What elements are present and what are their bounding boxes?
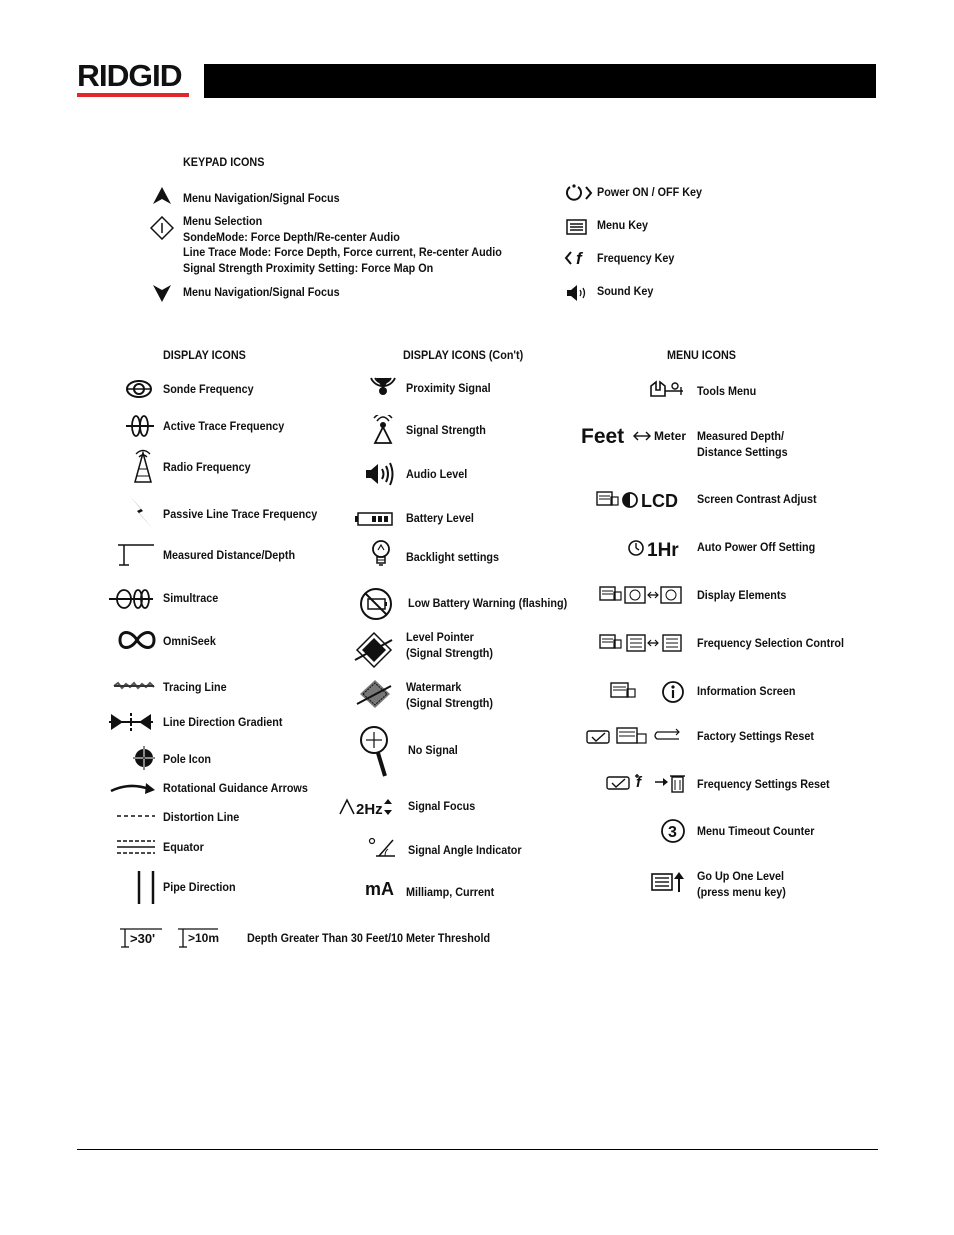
level-pointer-icon (354, 630, 394, 668)
signal-focus-icon-text: 2Hz (356, 801, 383, 818)
threshold-label: Depth Greater Than 30 Feet/10 Meter Threshold (247, 931, 491, 945)
signal-focus-icon (338, 796, 396, 818)
one-hour-icon-text: 1Hr (647, 540, 679, 560)
menu-label: Information Screen (697, 684, 796, 698)
menu-label: (press menu key) (697, 885, 786, 899)
menu-timeout-counter-icon (660, 818, 686, 844)
down-arrow-icon (151, 283, 173, 303)
rotational-guidance-arrow-icon (109, 780, 157, 796)
display-label: Passive Line Trace Frequency (163, 507, 318, 521)
frequency-settings-reset-icon (605, 771, 687, 795)
display-cont-label: Milliamp, Current (406, 885, 495, 899)
display-label: Rotational Guidance Arrows (163, 781, 308, 795)
menu-label: Go Up One Level (697, 869, 785, 883)
menu-icons-heading: MENU ICONS (667, 348, 737, 362)
display-label: Distortion Line (163, 810, 240, 824)
low-battery-warning-icon (359, 587, 393, 621)
go-up-one-level-icon (650, 870, 686, 894)
ridgid-logo (77, 58, 190, 98)
header-bar (204, 64, 876, 98)
pipe-direction-icon (134, 870, 158, 906)
display-cont-label: (Signal Strength) (406, 696, 494, 710)
up-arrow-icon (151, 186, 173, 206)
menu-label: Measured Depth/ (697, 429, 785, 443)
passive-line-trace-icon (127, 493, 155, 531)
display-elements-icon (599, 584, 687, 606)
meter-icon-text: Meter (654, 429, 687, 443)
keypad-label: Power ON / OFF Key (597, 185, 703, 199)
footer-rule (77, 1149, 878, 1150)
svg-text:f: f (636, 774, 641, 791)
display-label: Radio Frequency (163, 460, 251, 474)
display-label: Sonde Frequency (163, 382, 254, 396)
keypad-label: Menu Navigation/Signal Focus (183, 191, 340, 205)
keypad-label: Menu Navigation/Signal Focus (183, 285, 340, 299)
depth-threshold-feet-icon (118, 925, 164, 951)
feet-meter-icon (581, 423, 687, 449)
threshold-feet-text: >30' (130, 931, 156, 946)
watermark-icon (355, 677, 393, 711)
screen-contrast-icon (596, 489, 688, 511)
distortion-line-icon (116, 812, 156, 820)
keypad-label: SondeMode: Force Depth/Re-center Audio (183, 230, 400, 244)
display-label: Measured Distance/Depth (163, 548, 296, 562)
tracing-line-icon (112, 679, 156, 693)
menu-label: Factory Settings Reset (697, 729, 815, 743)
menu-label: Screen Contrast Adjust (697, 492, 817, 506)
sonde-frequency-icon (124, 376, 154, 402)
display-cont-label: Signal Focus (408, 799, 476, 813)
display-label: Pole Icon (163, 752, 212, 766)
display-cont-label: Proximity Signal (406, 381, 491, 395)
display-cont-label: Backlight settings (406, 550, 500, 564)
keypad-label: Menu Key (597, 218, 649, 232)
logo-underline (77, 93, 189, 97)
threshold-meter-text: >10m (188, 931, 220, 945)
menu-key-icon (566, 218, 588, 236)
display-label: Active Trace Frequency (163, 419, 285, 433)
active-trace-frequency-icon (125, 413, 155, 439)
display-label: Simultrace (163, 591, 219, 605)
display-cont-label: Level Pointer (406, 630, 474, 644)
display-label: Pipe Direction (163, 880, 236, 894)
display-cont-label: Signal Angle Indicator (408, 843, 522, 857)
keypad-label: Line Trace Mode: Force Depth, Force current, Re-center Audio (183, 245, 502, 259)
equator-icon (116, 838, 156, 856)
tools-menu-icon (648, 378, 686, 400)
keypad-icons-heading: KEYPAD ICONS (183, 155, 265, 169)
display-cont-label: Watermark (406, 680, 462, 694)
display-cont-label: (Signal Strength) (406, 646, 494, 660)
power-icon (563, 183, 593, 203)
lcd-icon-text: LCD (641, 491, 678, 511)
display-cont-label: Low Battery Warning (flashing) (408, 596, 568, 610)
menu-label: Frequency Selection Control (697, 636, 845, 650)
signal-angle-indicator-icon (367, 836, 397, 860)
milliamp-icon-text: mA (365, 879, 395, 899)
svg-text:f: f (576, 249, 582, 268)
line-direction-gradient-icon (107, 711, 155, 733)
feet-icon-text: Feet (581, 425, 625, 448)
menu-label: Tools Menu (697, 384, 757, 398)
audio-level-icon (364, 461, 396, 487)
logo-text: RIDGID (77, 58, 182, 93)
sound-key-icon (565, 282, 591, 304)
frequency-key-icon (563, 247, 593, 269)
auto-power-off-icon (627, 536, 687, 560)
menu-label: Display Elements (697, 588, 787, 602)
simultrace-icon (107, 586, 155, 612)
display-icons-heading: DISPLAY ICONS (163, 348, 246, 362)
keypad-label: Menu Selection (183, 214, 263, 228)
menu-label: Menu Timeout Counter (697, 824, 815, 838)
signal-strength-icon (370, 415, 396, 445)
keypad-label: Signal Strength Proximity Setting: Force Map On (183, 261, 434, 275)
backlight-icon (370, 539, 392, 569)
milliamp-icon (364, 877, 398, 899)
radio-frequency-icon (131, 449, 155, 483)
measured-distance-icon (116, 541, 156, 569)
display-label: Line Direction Gradient (163, 715, 283, 729)
proximity-signal-icon (369, 375, 397, 403)
timeout-icon-text: 3 (668, 824, 677, 841)
factory-settings-reset-icon (585, 724, 687, 748)
menu-label: Distance Settings (697, 445, 788, 459)
display-label: OmniSeek (163, 634, 216, 648)
display-label: Equator (163, 840, 204, 854)
no-signal-icon (358, 724, 392, 780)
keypad-label: Frequency Key (597, 251, 675, 265)
battery-level-icon (354, 511, 394, 527)
menu-label: Auto Power Off Setting (697, 540, 816, 554)
information-screen-icon (609, 679, 689, 705)
display-cont-heading: DISPLAY ICONS (Con't) (403, 348, 524, 362)
menu-label: Frequency Settings Reset (697, 777, 830, 791)
display-label: Tracing Line (163, 680, 227, 694)
pole-icon (133, 746, 155, 770)
depth-threshold-meter-icon (176, 925, 224, 951)
display-cont-label: No Signal (408, 743, 458, 757)
frequency-selection-icon (599, 632, 687, 654)
display-cont-label: Signal Strength (406, 423, 486, 437)
keypad-label: Sound Key (597, 284, 654, 298)
omniseek-icon (117, 626, 157, 654)
display-cont-label: Audio Level (406, 467, 468, 481)
display-cont-label: Battery Level (406, 511, 474, 525)
diamond-select-icon (150, 216, 174, 240)
